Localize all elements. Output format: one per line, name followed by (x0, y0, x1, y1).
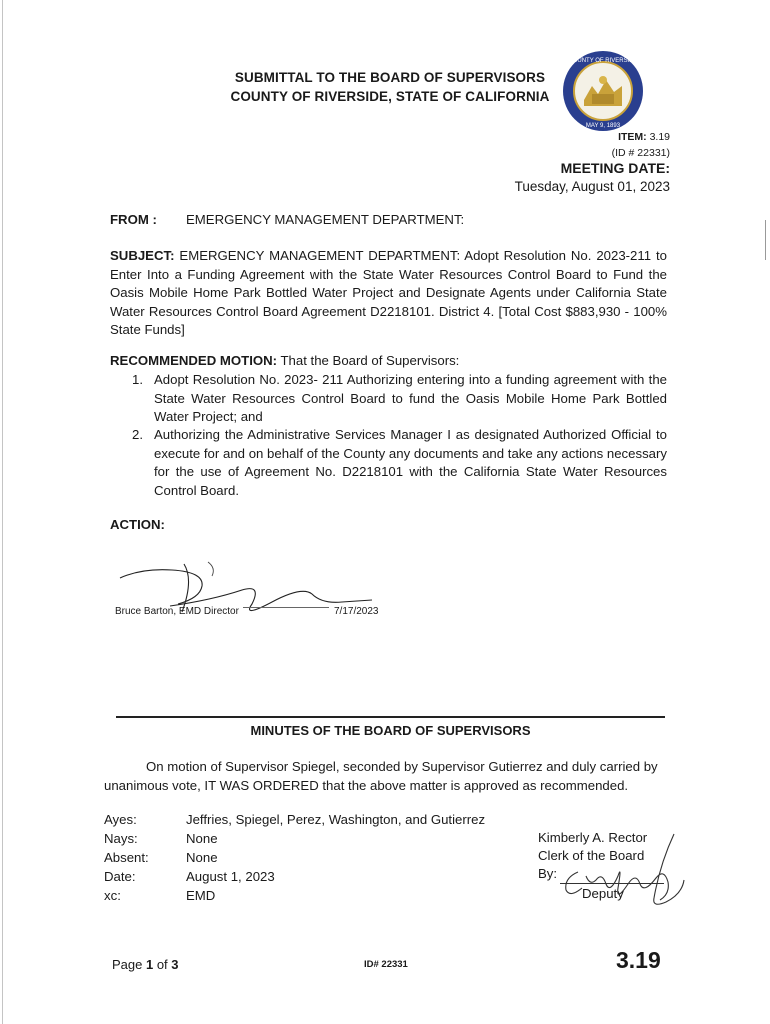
svg-text:MAY 9, 1893: MAY 9, 1893 (585, 123, 621, 129)
page-indicator (112, 957, 179, 972)
footer-item-number: 3.19 (616, 947, 661, 973)
by-label: By: (538, 866, 558, 881)
scan-edge-right (765, 220, 766, 260)
motion-item-2 (132, 426, 667, 500)
item-value: 3.19 (649, 131, 670, 143)
from-value: EMERGENCY MANAGEMENT DEPARTMENT: (186, 212, 465, 227)
minutes-paragraph (104, 758, 664, 795)
action-label: ACTION: (110, 517, 165, 532)
motion-item-1-text: Adopt Resolution No. 2023- 211 Authorizing entering into a funding agreement with the State Water Resources Control Board to fund the Oasis Mobile Home Park Bottled Water Project; and (154, 372, 667, 425)
vote-value-xc: EMD (186, 888, 216, 903)
page-of: of (153, 957, 172, 972)
item-line (618, 131, 670, 143)
svg-text:COUNTY OF RIVERSIDE: COUNTY OF RIVERSIDE (568, 58, 638, 64)
vote-label-nays: Nays: (104, 831, 138, 846)
footer-id: ID# 22331 (364, 959, 408, 970)
header-line-2: COUNTY OF RIVERSIDE, STATE OF CALIFORNIA (230, 89, 550, 104)
subject-block (110, 247, 667, 340)
motion-item-2-text: Authorizing the Administrative Services Manager I as designated Authorized Official to execute for and on behalf of the County any documents and take any actions necessary for the use of Agreement No. D2218101 with the California State Water Resources Control Board. (154, 427, 667, 498)
motion-item-1-num: 1. (132, 372, 143, 387)
signature-line (243, 607, 329, 608)
item-id: (ID # 22331) (611, 147, 670, 159)
meeting-date: Tuesday, August 01, 2023 (514, 179, 670, 194)
clerk-name: Kimberly A. Rector (538, 830, 648, 845)
vote-value-absent: None (186, 850, 218, 865)
motion-label: RECOMMENDED MOTION: (110, 353, 278, 368)
vote-label-absent: Absent: (104, 850, 149, 865)
page-prefix: Page (112, 957, 146, 972)
vote-value-ayes: Jeffries, Spiegel, Perez, Washington, and Gutierrez (186, 812, 486, 827)
vote-value-nays: None (186, 831, 218, 846)
vote-label-date: Date: (104, 869, 136, 884)
vote-label-ayes: Ayes: (104, 812, 137, 827)
director-name: Bruce Barton, EMD Director (115, 606, 239, 617)
meeting-date-label: MEETING DATE: (560, 160, 670, 176)
from-label: FROM : (110, 212, 157, 227)
vote-value-date: August 1, 2023 (186, 869, 275, 884)
subject-text: EMERGENCY MANAGEMENT DEPARTMENT: Adopt Resolution No. 2023-211 to Enter Into a Funding Agreement with the State Water Resources Control Board to Fund the Oasis Mobile Home Park Bottled Water Project and Designate Agents under California State Water Resources Control Board Agreement D2218101. District 4. [Total Cost $883,930 - 100% State Funds] (110, 248, 667, 338)
scan-edge-left (2, 0, 3, 1024)
motion-heading (110, 352, 459, 371)
county-seal (562, 50, 644, 132)
subject-label: SUBJECT: (110, 248, 175, 263)
motion-intro: That the Board of Supervisors: (280, 353, 460, 368)
motion-item-2-num: 2. (132, 427, 143, 442)
page-total: 3 (171, 957, 179, 972)
page-number: 1 (145, 957, 154, 972)
clerk-signature (556, 828, 692, 910)
minutes-paragraph-text: On motion of Supervisor Spiegel, seconded by Supervisor Gutierrez and duly carried by unanimous vote, IT WAS ORDERED that the above matter is approved as recommended. (104, 759, 658, 793)
item-label: ITEM: (618, 131, 647, 143)
motion-item-1 (132, 371, 667, 427)
minutes-rule (116, 716, 665, 718)
header-line-1: SUBMITTAL TO THE BOARD OF SUPERVISORS (234, 70, 546, 85)
clerk-title: Clerk of the Board (538, 848, 645, 863)
minutes-title: MINUTES OF THE BOARD OF SUPERVISORS (250, 723, 531, 738)
deputy-label: Deputy (582, 886, 624, 901)
vote-label-xc: xc: (104, 888, 121, 903)
director-sign-date: 7/17/2023 (334, 606, 379, 617)
